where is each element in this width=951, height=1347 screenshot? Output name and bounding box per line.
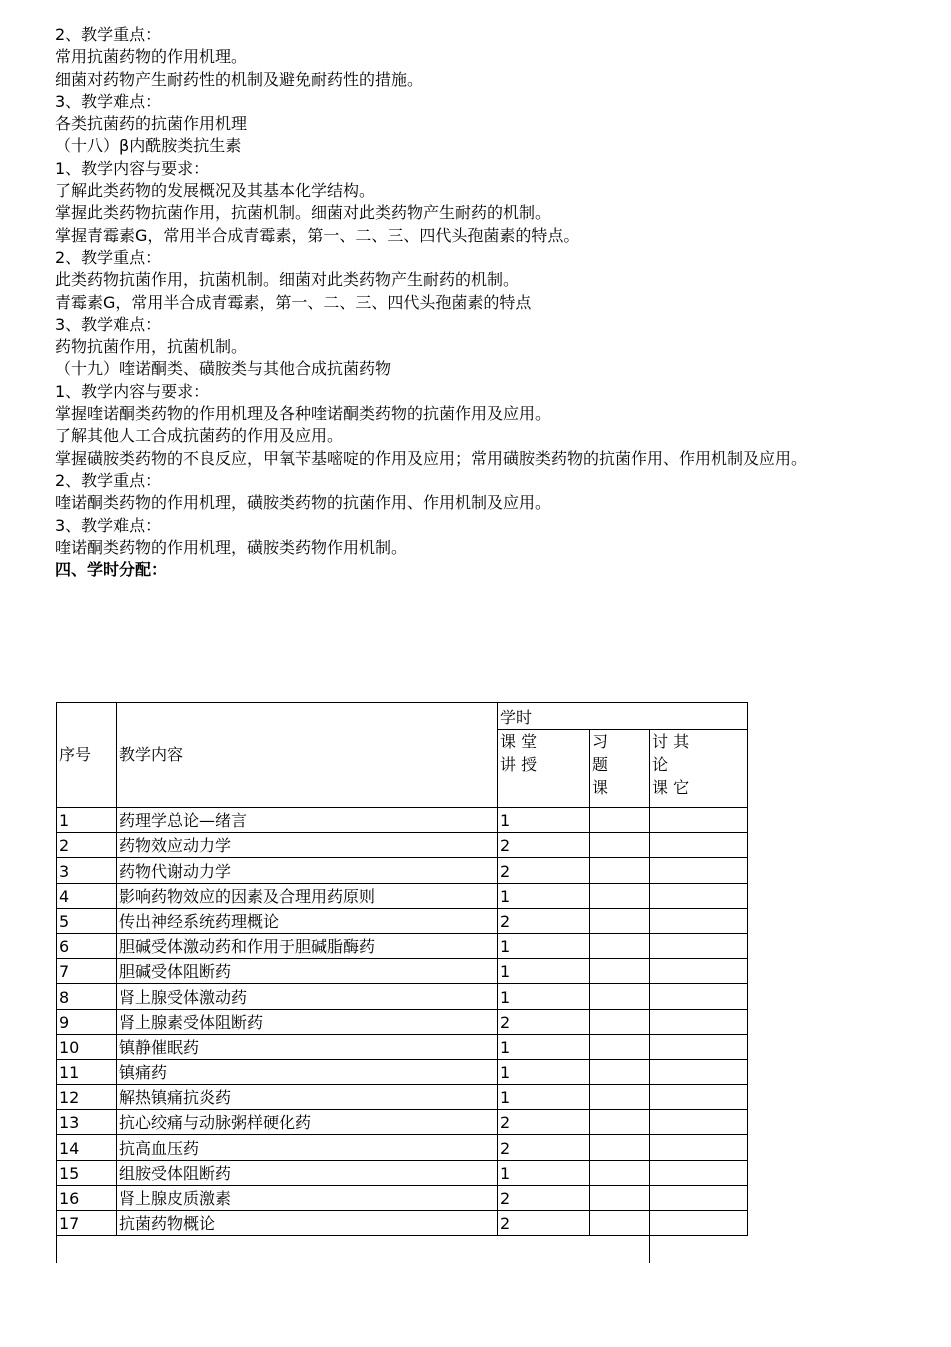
row-lecture-hours-cell: 1 bbox=[498, 1160, 590, 1185]
row-exercise-hours-cell bbox=[590, 1135, 650, 1160]
table-row bbox=[57, 1185, 748, 1210]
row-lecture-hours-cell: 1 bbox=[498, 984, 590, 1009]
text-line: 3、教学难点： bbox=[55, 314, 162, 334]
row-lecture-hours-cell: 2 bbox=[498, 1185, 590, 1210]
header-index: 序号 bbox=[57, 703, 117, 808]
row-index-cell: 6 bbox=[57, 933, 117, 958]
row-index-cell: 1 bbox=[57, 808, 117, 833]
row-index-cell: 16 bbox=[57, 1185, 117, 1210]
row-exercise-hours-cell bbox=[590, 858, 650, 883]
text-line: 掌握喹诺酮类药物的作用机理及各种喹诺酮类药物的抗菌作用及应用。 bbox=[55, 404, 552, 424]
row-exercise-hours-cell bbox=[590, 1059, 650, 1084]
row-exercise-hours-cell bbox=[590, 959, 650, 984]
table-row bbox=[57, 908, 748, 933]
header-exercise: 习 题 课 bbox=[590, 730, 650, 808]
row-index-cell: 10 bbox=[57, 1034, 117, 1059]
row-discussion-other-cell bbox=[650, 1009, 748, 1034]
row-exercise-hours-cell bbox=[590, 984, 650, 1009]
row-content-cell: 药物效应动力学 bbox=[117, 833, 498, 858]
table-row bbox=[57, 984, 748, 1009]
text-line: 2、教学重点： bbox=[55, 25, 162, 44]
row-content-cell: 传出神经系统药理概论 bbox=[117, 908, 498, 933]
row-discussion-other-cell bbox=[650, 984, 748, 1009]
row-exercise-hours-cell bbox=[590, 1160, 650, 1185]
row-index-cell: 7 bbox=[57, 959, 117, 984]
text-line: 细菌对药物产生耐药性的机制及避免耐药性的措施。 bbox=[55, 69, 424, 89]
document-body bbox=[55, 24, 915, 581]
row-lecture-hours-cell: 2 bbox=[498, 833, 590, 858]
row-exercise-hours-cell bbox=[590, 1085, 650, 1110]
row-discussion-other-cell bbox=[650, 1160, 748, 1185]
row-index-cell: 13 bbox=[57, 1110, 117, 1135]
row-lecture-hours-cell: 2 bbox=[498, 858, 590, 883]
row-content-cell: 肾上腺素受体阻断药 bbox=[117, 1009, 498, 1034]
table-row bbox=[57, 1085, 748, 1110]
row-lecture-hours-cell: 1 bbox=[498, 1034, 590, 1059]
row-discussion-other-cell bbox=[650, 1034, 748, 1059]
text-line: 常用抗菌药物的作用机理。 bbox=[55, 47, 248, 67]
row-index-cell: 2 bbox=[57, 833, 117, 858]
table-row bbox=[57, 883, 748, 908]
chapter-heading: （十八）β内酰胺类抗生素 bbox=[55, 136, 242, 156]
table-row bbox=[57, 808, 748, 833]
table-trailing-row bbox=[57, 1236, 748, 1264]
text-line: 了解此类药物的发展概况及其基本化学结构。 bbox=[55, 181, 376, 201]
row-discussion-other-cell bbox=[650, 933, 748, 958]
row-index-cell: 4 bbox=[57, 883, 117, 908]
row-index-cell: 3 bbox=[57, 858, 117, 883]
row-lecture-hours-cell: 1 bbox=[498, 1085, 590, 1110]
table-row bbox=[57, 1059, 748, 1084]
text-line: 掌握此类药物抗菌作用，抗菌机制。细菌对此类药物产生耐药的机制。 bbox=[55, 203, 552, 223]
table-row bbox=[57, 1135, 748, 1160]
header-lecture: 课 堂 讲 授 bbox=[498, 730, 590, 808]
text-line: 各类抗菌药的抗菌作用机理 bbox=[55, 114, 248, 134]
row-index-cell: 9 bbox=[57, 1009, 117, 1034]
row-content-cell: 药理学总论—绪言 bbox=[117, 808, 498, 833]
text-line: 喹诺酮类药物的作用机理，磺胺类药物作用机制。 bbox=[55, 537, 408, 557]
row-discussion-other-cell bbox=[650, 1185, 748, 1210]
row-exercise-hours-cell bbox=[590, 1110, 650, 1135]
row-index-cell: 5 bbox=[57, 908, 117, 933]
row-exercise-hours-cell bbox=[590, 1009, 650, 1034]
row-discussion-other-cell bbox=[650, 833, 748, 858]
text-line: 2、教学重点： bbox=[55, 470, 162, 490]
text-line: 青霉素G，常用半合成青霉素，第一、二、三、四代头孢菌素的特点 bbox=[55, 292, 532, 312]
table-row bbox=[57, 1009, 748, 1034]
row-lecture-hours-cell: 2 bbox=[498, 908, 590, 933]
section-heading: 四、学时分配： bbox=[55, 560, 168, 580]
row-discussion-other-cell bbox=[650, 1211, 748, 1236]
row-index-cell: 8 bbox=[57, 984, 117, 1009]
table-body bbox=[57, 808, 748, 1236]
row-discussion-other-cell bbox=[650, 883, 748, 908]
row-index-cell: 14 bbox=[57, 1135, 117, 1160]
row-content-cell: 肾上腺皮质激素 bbox=[117, 1185, 498, 1210]
table-row bbox=[57, 1160, 748, 1185]
row-content-cell: 抗菌药物概论 bbox=[117, 1211, 498, 1236]
row-content-cell: 药物代谢动力学 bbox=[117, 858, 498, 883]
row-exercise-hours-cell bbox=[590, 883, 650, 908]
table-trailing-cell bbox=[57, 1236, 650, 1264]
text-line: 掌握青霉素G，常用半合成青霉素，第一、二、三、四代头孢菌素的特点。 bbox=[55, 225, 580, 245]
row-content-cell: 肾上腺受体激动药 bbox=[117, 984, 498, 1009]
row-content-cell: 解热镇痛抗炎药 bbox=[117, 1085, 498, 1110]
table-row bbox=[57, 1110, 748, 1135]
row-lecture-hours-cell: 1 bbox=[498, 883, 590, 908]
row-discussion-other-cell bbox=[650, 1085, 748, 1110]
header-content: 教学内容 bbox=[117, 703, 498, 808]
row-lecture-hours-cell: 1 bbox=[498, 959, 590, 984]
row-discussion-other-cell bbox=[650, 858, 748, 883]
table-row bbox=[57, 858, 748, 883]
row-discussion-other-cell bbox=[650, 1059, 748, 1084]
row-lecture-hours-cell: 1 bbox=[498, 933, 590, 958]
row-content-cell: 抗高血压药 bbox=[117, 1135, 498, 1160]
row-lecture-hours-cell: 2 bbox=[498, 1110, 590, 1135]
row-index-cell: 11 bbox=[57, 1059, 117, 1084]
table-row bbox=[57, 1034, 748, 1059]
table-row bbox=[57, 933, 748, 958]
row-exercise-hours-cell bbox=[590, 908, 650, 933]
hours-allocation-table bbox=[56, 702, 748, 1263]
text-line: 2、教学重点： bbox=[55, 247, 162, 267]
text-line: 此类药物抗菌作用，抗菌机制。细菌对此类药物产生耐药的机制。 bbox=[55, 270, 520, 290]
row-index-cell: 17 bbox=[57, 1211, 117, 1236]
row-exercise-hours-cell bbox=[590, 933, 650, 958]
table-row bbox=[57, 959, 748, 984]
row-content-cell: 镇痛药 bbox=[117, 1059, 498, 1084]
header-discussion-other: 讨 其 论 课 它 bbox=[650, 730, 748, 808]
row-content-cell: 胆碱受体激动药和作用于胆碱脂酶药 bbox=[117, 933, 498, 958]
text-line: 1、教学内容与要求： bbox=[55, 158, 210, 178]
text-line: 3、教学难点： bbox=[55, 515, 162, 535]
row-discussion-other-cell bbox=[650, 959, 748, 984]
row-discussion-other-cell bbox=[650, 1110, 748, 1135]
row-lecture-hours-cell: 1 bbox=[498, 1059, 590, 1084]
row-exercise-hours-cell bbox=[590, 833, 650, 858]
chapter-heading: （十九）喹诺酮类、磺胺类与其他合成抗菌药物 bbox=[55, 359, 392, 379]
row-lecture-hours-cell: 1 bbox=[498, 808, 590, 833]
text-line: 3、教学难点： bbox=[55, 91, 162, 111]
row-content-cell: 组胺受体阻断药 bbox=[117, 1160, 498, 1185]
text-line: 喹诺酮类药物的作用机理，磺胺类药物的抗菌作用、作用机制及应用。 bbox=[55, 493, 552, 513]
row-index-cell: 12 bbox=[57, 1085, 117, 1110]
row-content-cell: 影响药物效应的因素及合理用药原则 bbox=[117, 883, 498, 908]
row-exercise-hours-cell bbox=[590, 1034, 650, 1059]
row-exercise-hours-cell bbox=[590, 808, 650, 833]
table-row bbox=[57, 833, 748, 858]
text-line: 掌握磺胺类药物的不良反应，甲氧苄基嘧啶的作用及应用；常用磺胺类药物的抗菌作用、作用机制及应用。 bbox=[55, 448, 808, 468]
text-line: 1、教学内容与要求： bbox=[55, 381, 210, 401]
table-header-row bbox=[57, 703, 748, 730]
row-discussion-other-cell bbox=[650, 1135, 748, 1160]
row-exercise-hours-cell bbox=[590, 1185, 650, 1210]
row-discussion-other-cell bbox=[650, 908, 748, 933]
row-lecture-hours-cell: 2 bbox=[498, 1211, 590, 1236]
row-lecture-hours-cell: 2 bbox=[498, 1009, 590, 1034]
row-exercise-hours-cell bbox=[590, 1211, 650, 1236]
text-line: 了解其他人工合成抗菌药的作用及应用。 bbox=[55, 426, 344, 446]
row-content-cell: 镇静催眠药 bbox=[117, 1034, 498, 1059]
row-content-cell: 抗心绞痛与动脉粥样硬化药 bbox=[117, 1110, 498, 1135]
row-discussion-other-cell bbox=[650, 808, 748, 833]
text-line: 药物抗菌作用，抗菌机制。 bbox=[55, 337, 248, 357]
table-row bbox=[57, 1211, 748, 1236]
row-content-cell: 胆碱受体阻断药 bbox=[117, 959, 498, 984]
row-index-cell: 15 bbox=[57, 1160, 117, 1185]
row-lecture-hours-cell: 2 bbox=[498, 1135, 590, 1160]
header-hours: 学时 bbox=[498, 703, 748, 730]
